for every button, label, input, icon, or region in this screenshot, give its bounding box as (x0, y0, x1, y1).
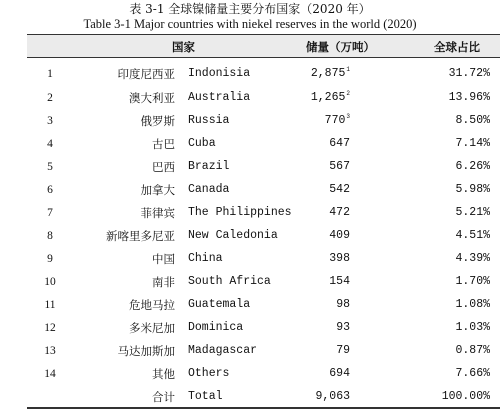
row-number: 4 (47, 138, 53, 150)
reserves-value: 472 (329, 206, 350, 219)
share-value: 13.96% (448, 91, 490, 104)
reserves-value (311, 67, 350, 81)
country-name-en: Guatemala (188, 298, 251, 311)
reserves-value (325, 114, 350, 128)
country-name-cn: 澳大利亚 (129, 91, 175, 105)
country-name-en: South Africa (188, 275, 271, 288)
country-name-en: China (188, 252, 223, 265)
share-value: 7.66% (455, 367, 490, 380)
country-name-cn: 新喀里多尼亚 (106, 229, 175, 243)
country-name-cn: 南非 (152, 275, 175, 289)
row-number: 14 (44, 368, 56, 380)
reserves-value: 79 (336, 344, 350, 357)
country-name-cn: 菲律宾 (140, 206, 175, 220)
share-value: 1.03% (455, 321, 490, 334)
reserves-value (311, 91, 350, 105)
table-bottom-rule (27, 407, 500, 409)
share-value: 4.39% (455, 252, 490, 265)
country-name-en: Australia (188, 91, 251, 104)
reserves-value: 409 (329, 229, 350, 242)
reserves-number: 1,265 (310, 91, 346, 104)
country-name-en: Indonisia (188, 67, 251, 80)
total-share: 100.00% (441, 390, 490, 403)
row-number: 13 (44, 345, 56, 357)
reserves-value: 567 (329, 160, 350, 173)
country-name-cn: 印度尼西亚 (117, 67, 175, 81)
header-share: 全球占比 (434, 40, 480, 54)
table-header-rule (27, 57, 500, 58)
share-value: 0.87% (455, 344, 490, 357)
country-name-cn: 加拿大 (140, 183, 175, 197)
country-name-cn: 马达加斯加 (117, 344, 175, 358)
share-value: 7.14% (455, 137, 490, 150)
table-caption-en: Table 3-1 Major countries with niekel reserves in the world (2020) (83, 17, 417, 31)
share-value: 4.51% (455, 229, 490, 242)
country-name-cn: 巴西 (152, 160, 175, 174)
country-name-en: Cuba (188, 137, 216, 150)
country-name-cn: 其他 (152, 367, 175, 381)
country-name-en: Dominica (188, 321, 244, 334)
reserves-value: 398 (329, 252, 350, 265)
share-value: 1.08% (455, 298, 490, 311)
header-reserves: 储量（万吨） (306, 40, 375, 54)
share-value: 6.26% (455, 160, 490, 173)
row-number: 11 (44, 299, 56, 311)
reserves-value: 542 (329, 183, 350, 196)
share-value: 8.50% (455, 114, 490, 127)
total-reserves: 9,063 (315, 390, 350, 403)
country-name-cn: 多米尼加 (129, 321, 175, 335)
share-value: 31.72% (448, 67, 490, 80)
share-value: 1.70% (455, 275, 490, 288)
country-name-en: New Caledonia (188, 229, 278, 242)
reserves-number: 2,875 (310, 67, 346, 80)
row-number: 3 (47, 115, 53, 127)
table-caption-cn: 表 3-1 全球镍储量主要分布国家（2020 年） (129, 2, 371, 16)
country-name-en: Madagascar (188, 344, 258, 357)
table-header-band (27, 35, 500, 57)
row-number: 7 (47, 207, 53, 219)
reserves-value: 98 (336, 298, 350, 311)
footnote-marker: 1 (346, 66, 350, 74)
country-name-en: Brazil (188, 160, 230, 173)
row-number: 2 (47, 92, 53, 104)
reserves-value: 694 (329, 367, 350, 380)
header-country: 国家 (172, 40, 195, 54)
country-name-cn: 古巴 (152, 137, 175, 151)
country-name-en: Canada (188, 183, 230, 196)
row-number: 6 (47, 184, 53, 196)
footnote-marker: 2 (346, 90, 350, 98)
row-number: 5 (47, 161, 53, 173)
footnote-marker: 3 (346, 113, 350, 121)
row-number: 12 (44, 322, 56, 334)
country-name-cn: 危地马拉 (129, 298, 175, 312)
share-value: 5.98% (455, 183, 490, 196)
row-number: 10 (44, 276, 56, 288)
share-value: 5.21% (455, 206, 490, 219)
row-number: 9 (47, 253, 53, 265)
country-name-en: Others (188, 367, 230, 380)
country-name-en: Russia (188, 114, 230, 127)
row-number: 1 (47, 68, 53, 80)
total-label-en: Total (188, 390, 223, 403)
row-number: 8 (47, 230, 53, 242)
country-name-en: The Philippines (188, 206, 292, 219)
reserves-value: 154 (329, 275, 350, 288)
country-name-cn: 俄罗斯 (140, 114, 175, 128)
country-name-cn: 中国 (152, 252, 175, 266)
reserves-value: 93 (336, 321, 350, 334)
total-label-cn: 合计 (152, 390, 175, 404)
reserves-number: 770 (324, 114, 346, 127)
reserves-value: 647 (329, 137, 350, 150)
